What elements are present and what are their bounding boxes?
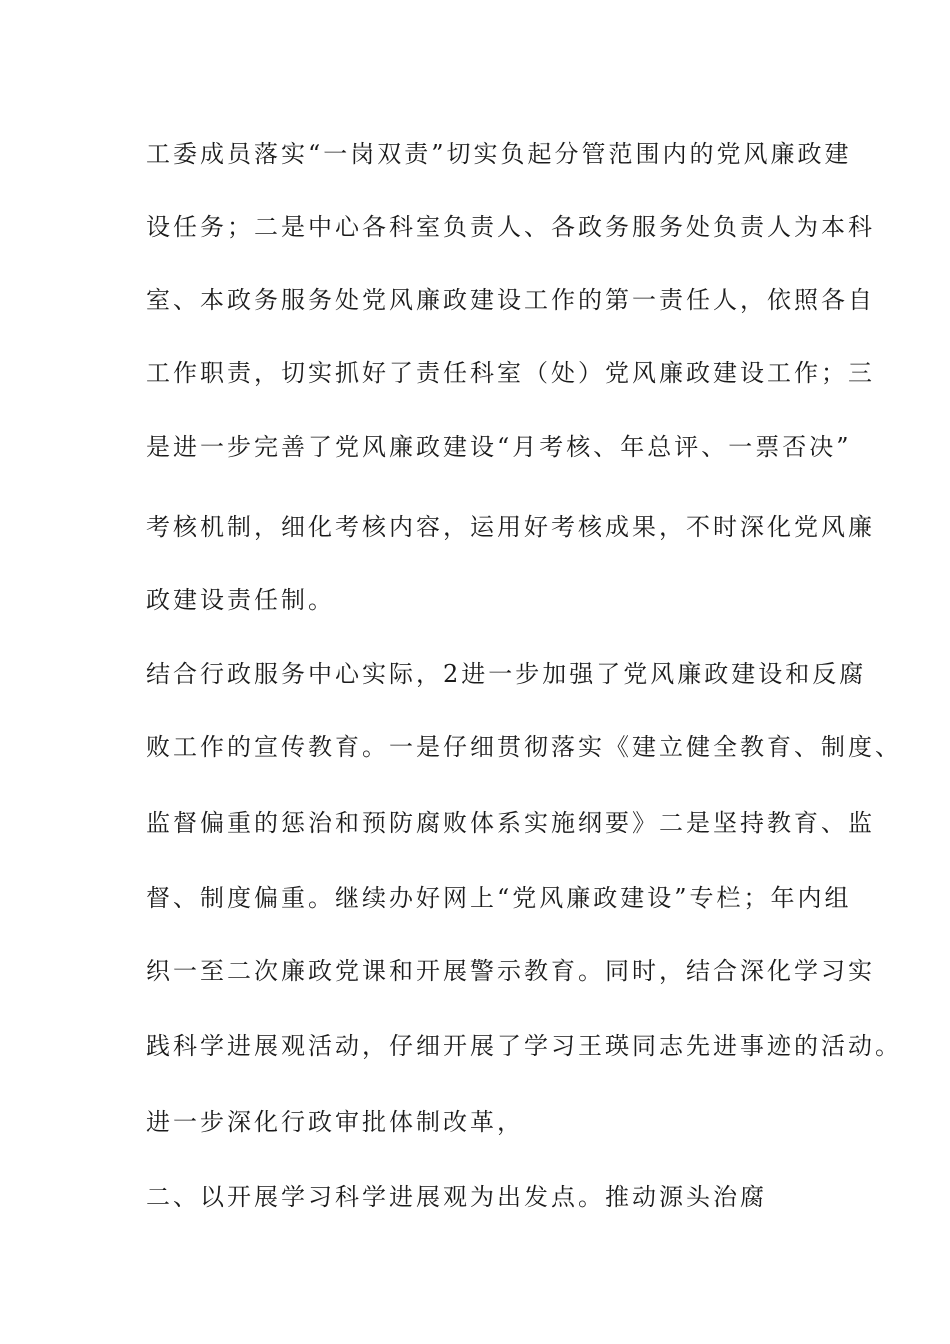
text-line: 败工作的宣传教育。一是仔细贯彻落实《建立健全教育、制度、 <box>146 733 902 761</box>
text-line: 设任务；二是中心各科室负责人、各政务服务处负责人为本科 <box>146 213 875 241</box>
text-line: 结合行政服务中心实际，2进一步加强了党风廉政建设和反腐 <box>146 660 867 688</box>
text-line: 进一步深化行政审批体制改革， <box>146 1108 524 1136</box>
text-line: 二、以开展学习科学进展观为出发点。推动源头治腐 <box>146 1183 767 1211</box>
text-line: 是进一步完善了党风廉政建设“月考核、年总评、一票否决” <box>146 433 852 461</box>
text-line: 监督偏重的惩治和预防腐败体系实施纲要》二是坚持教育、监 <box>146 809 875 837</box>
text-line: 织一至二次廉政党课和开展警示教育。同时，结合深化学习实 <box>146 957 875 985</box>
text-line: 工作职责，切实抓好了责任科室（处）党风廉政建设工作；三 <box>146 359 875 387</box>
text-line: 督、制度偏重。继续办好网上“党风廉政建设”专栏；年内组 <box>146 884 852 912</box>
text-line: 政建设责任制。 <box>146 586 335 614</box>
text-line: 考核机制，细化考核内容，运用好考核成果，不时深化党风廉 <box>146 513 875 541</box>
text-line: 工委成员落实“一岗双责”切实负起分管范围内的党风廉政建 <box>146 140 852 168</box>
text-line: 室、本政务服务处党风廉政建设工作的第一责任人，依照各自 <box>146 286 875 314</box>
text-line: 践科学进展观活动，仔细开展了学习王瑛同志先进事迹的活动。 <box>146 1032 902 1060</box>
